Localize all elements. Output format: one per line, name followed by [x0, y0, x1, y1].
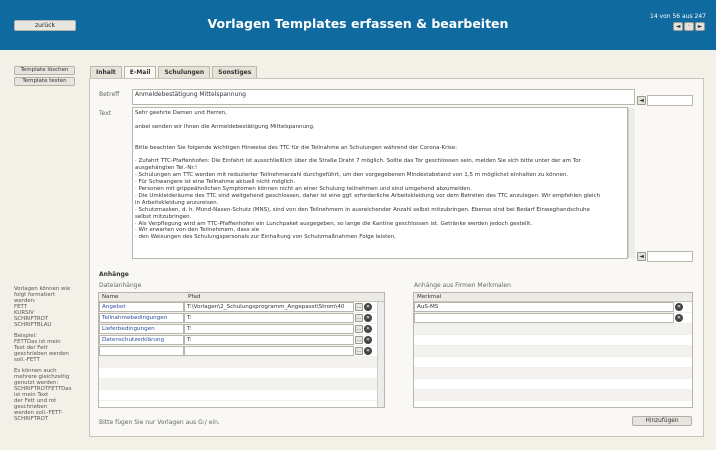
back-button[interactable]: zurück — [14, 20, 76, 31]
attachment-name-cell[interactable]: Angebot — [99, 302, 184, 312]
attachment-path-cell[interactable]: T: — [184, 335, 354, 345]
attachment-name-cell[interactable]: Teilnahmebedingungen — [99, 313, 184, 323]
column-header-path: Pfad — [188, 294, 201, 300]
remove-feature-icon[interactable]: ✕ — [676, 315, 682, 321]
body-line — [135, 117, 625, 124]
feature-cell[interactable] — [414, 313, 674, 323]
browse-file-icon[interactable]: … — [356, 304, 362, 310]
tab-schulungen[interactable]: Schulungen — [158, 66, 210, 78]
table-row — [99, 324, 384, 335]
attachment-path-cell[interactable]: T:\Vorlagen\2_Schulungsprogramm_Angepasst\Strom\40 — [184, 302, 354, 312]
table-row — [99, 302, 384, 313]
remove-feature-icon[interactable]: ✕ — [676, 304, 682, 310]
empty-row — [99, 368, 384, 379]
body-line: Bitte beachten Sie folgende wichtigen Hinweise des TTC für die Teilnahme an Schulungen während der Corona-Krise: — [135, 144, 458, 151]
file-attachments-table — [98, 292, 385, 408]
browse-file-icon[interactable]: … — [356, 315, 362, 321]
subject-input[interactable]: Anmeldebestätigung Mittelspannung — [132, 89, 635, 105]
empty-row — [414, 390, 692, 401]
empty-row — [99, 357, 384, 368]
attachments-scrollbar[interactable] — [377, 302, 384, 407]
table-row — [414, 313, 692, 324]
record-counter: 14 von 56 aus 247 — [650, 13, 706, 20]
column-header-name: Name — [102, 294, 119, 300]
add-button[interactable]: Hinzufügen — [632, 416, 692, 426]
empty-row — [414, 324, 692, 335]
body-line: selbst mitzubringen. — [135, 213, 192, 220]
body-line — [135, 151, 625, 158]
table-header — [99, 293, 384, 302]
email-body-textarea[interactable] — [132, 107, 628, 259]
body-line: · Schulungen am TTC werden mit reduzierter Teilnehmerzahl durchgeführt, um den vorgegebenen Mindestabstand von 1,5 m möglichst einhalten zu können. — [135, 172, 569, 179]
attachment-path-cell[interactable]: T: — [184, 324, 354, 334]
empty-row — [99, 379, 384, 390]
empty-row — [414, 379, 692, 390]
empty-row — [99, 390, 384, 401]
attachment-hint: Bitte fügen Sie nur Vorlagen aus G:/ ein. — [99, 419, 220, 426]
body-line: · Zufahrt TTC-Pfaffenhofen: Die Einfahrt ist ausschließlich über die Straße Draht 7 möglich. Sollte das Tor geschlossen sein, melden Sie sich bitte unter der am Tor — [135, 158, 581, 165]
empty-row — [414, 335, 692, 346]
body-line: in Arbeitskleidung anzureisen. — [135, 199, 219, 206]
remove-attachment-icon[interactable]: ✕ — [365, 337, 371, 343]
table-row — [99, 346, 384, 357]
feature-attachments-table — [413, 292, 693, 408]
subject-placeholder-field[interactable] — [647, 95, 693, 106]
empty-row — [414, 368, 692, 379]
formatting-help — [14, 286, 72, 427]
feature-cell[interactable]: AuS-MS — [414, 302, 674, 312]
body-line: · den Weisungen des Schulungspersonals zur Einhaltung von Schutzmaßnahmen Folge leisten, — [135, 234, 396, 241]
body-line — [135, 131, 625, 138]
remove-attachment-icon[interactable]: ✕ — [365, 348, 371, 354]
body-line: ausgehängten Tel.-Nr.! — [135, 165, 198, 172]
empty-row — [414, 357, 692, 368]
help-example: Beispiel: FETTDas ist mein Text der Fett geschrieben werden soll.-FETT — [14, 333, 69, 363]
body-line: · Die Umkleideräume des TTC sind weitgehend geschlossen, daher ist eine ggf. erforderliche Arbeitskleidung vor dem Betreten des TTC anzulegen. Wir empfehlen gleich — [135, 192, 601, 199]
browse-file-icon[interactable]: … — [356, 337, 362, 343]
app-header — [0, 0, 716, 50]
browse-file-icon[interactable]: … — [356, 348, 362, 354]
body-line: Sehr geehrte Damen und Herren, — [135, 110, 227, 116]
attachment-name-cell[interactable]: Datenschutzerklärung — [99, 335, 184, 345]
body-line: anbei senden wir Ihnen die Anmeldebestätigung Mittelspannung. — [135, 123, 315, 130]
prev-record-button[interactable]: ◄ — [673, 22, 683, 31]
help-combined: Es können auch mehrere gleichzeitig genutzt werden: SCHRIFTROTFETTDas ist mein Text der Fett und rot geschrieben werden soll.-FETT-SCHRIFTROT — [14, 368, 72, 422]
record-menu-button[interactable]: · — [684, 22, 694, 31]
remove-attachment-icon[interactable]: ✕ — [365, 304, 371, 310]
attachments-heading: Anhänge — [99, 271, 129, 278]
attachment-path-cell[interactable] — [184, 346, 354, 356]
table-row — [414, 302, 692, 313]
table-header — [414, 293, 692, 302]
text-label: Text — [99, 110, 112, 117]
text-placeholder-field[interactable] — [647, 251, 693, 262]
next-record-button[interactable]: ► — [695, 22, 705, 31]
browse-file-icon[interactable]: … — [356, 326, 362, 332]
empty-row — [414, 346, 692, 357]
insert-text-arrow-icon[interactable]: ◄ — [637, 252, 646, 261]
tab-email[interactable]: E-Mail — [124, 66, 157, 79]
body-line: · Personen mit grippeähnlichen Symptomen können nicht an einer Schulung teilnehmen und sind umgehend abzumelden. — [135, 185, 472, 192]
table-row — [99, 313, 384, 324]
body-line: · Schutzmasken, d. h. Mund-Nasen-Schutz (MNS), sind von den Teilnehmern in ausreichender Anzahl selbst mitzubringen. Ebenso sind bei Bedarf Einweghandschuhe — [135, 206, 590, 213]
file-attachments-label: Dateianhänge — [99, 282, 142, 289]
attachment-name-cell[interactable]: Lieferbedingungen — [99, 324, 184, 334]
body-line: · Für Schwangere ist eine Teilnahme aktuell nicht möglich. — [135, 179, 296, 186]
table-row — [99, 335, 384, 346]
body-line: · Als Verpflegung wird am TTC-Pfaffenhofen ein Lunchpaket ausgegeben, so lange die Kantine geschlossen ist. Getränke werden jedoch gestellt. — [135, 220, 533, 227]
test-template-button[interactable]: Template testen — [14, 77, 75, 86]
help-formats: Vorlagen können wie folgt formatiert werden: FETT KURSIV SCHRIFTROT SCHRIFTBLAU — [14, 286, 71, 328]
feature-attachments-label: Anhänge aus Firmen Merkmalen — [414, 282, 511, 289]
remove-attachment-icon[interactable]: ✕ — [365, 315, 371, 321]
remove-attachment-icon[interactable]: ✕ — [365, 326, 371, 332]
attachment-path-cell[interactable]: T: — [184, 313, 354, 323]
body-scrollbar[interactable] — [628, 108, 635, 258]
body-line: · Wir erwarten von den Teilnehmern, dass sie — [135, 227, 260, 234]
body-line — [135, 138, 625, 145]
insert-subject-arrow-icon[interactable]: ◄ — [637, 96, 646, 105]
record-navigation — [673, 22, 705, 31]
tab-inhalt[interactable]: Inhalt — [90, 66, 122, 78]
delete-template-button[interactable]: Template löschen — [14, 66, 75, 75]
subject-label: Betreff — [99, 91, 120, 98]
attachment-name-cell[interactable] — [99, 346, 184, 356]
page-title: Vorlagen Templates erfassen & bearbeiten — [207, 16, 509, 31]
column-header-feature: Merkmal — [417, 294, 442, 300]
tab-sonstiges[interactable]: Sonstiges — [212, 66, 257, 78]
